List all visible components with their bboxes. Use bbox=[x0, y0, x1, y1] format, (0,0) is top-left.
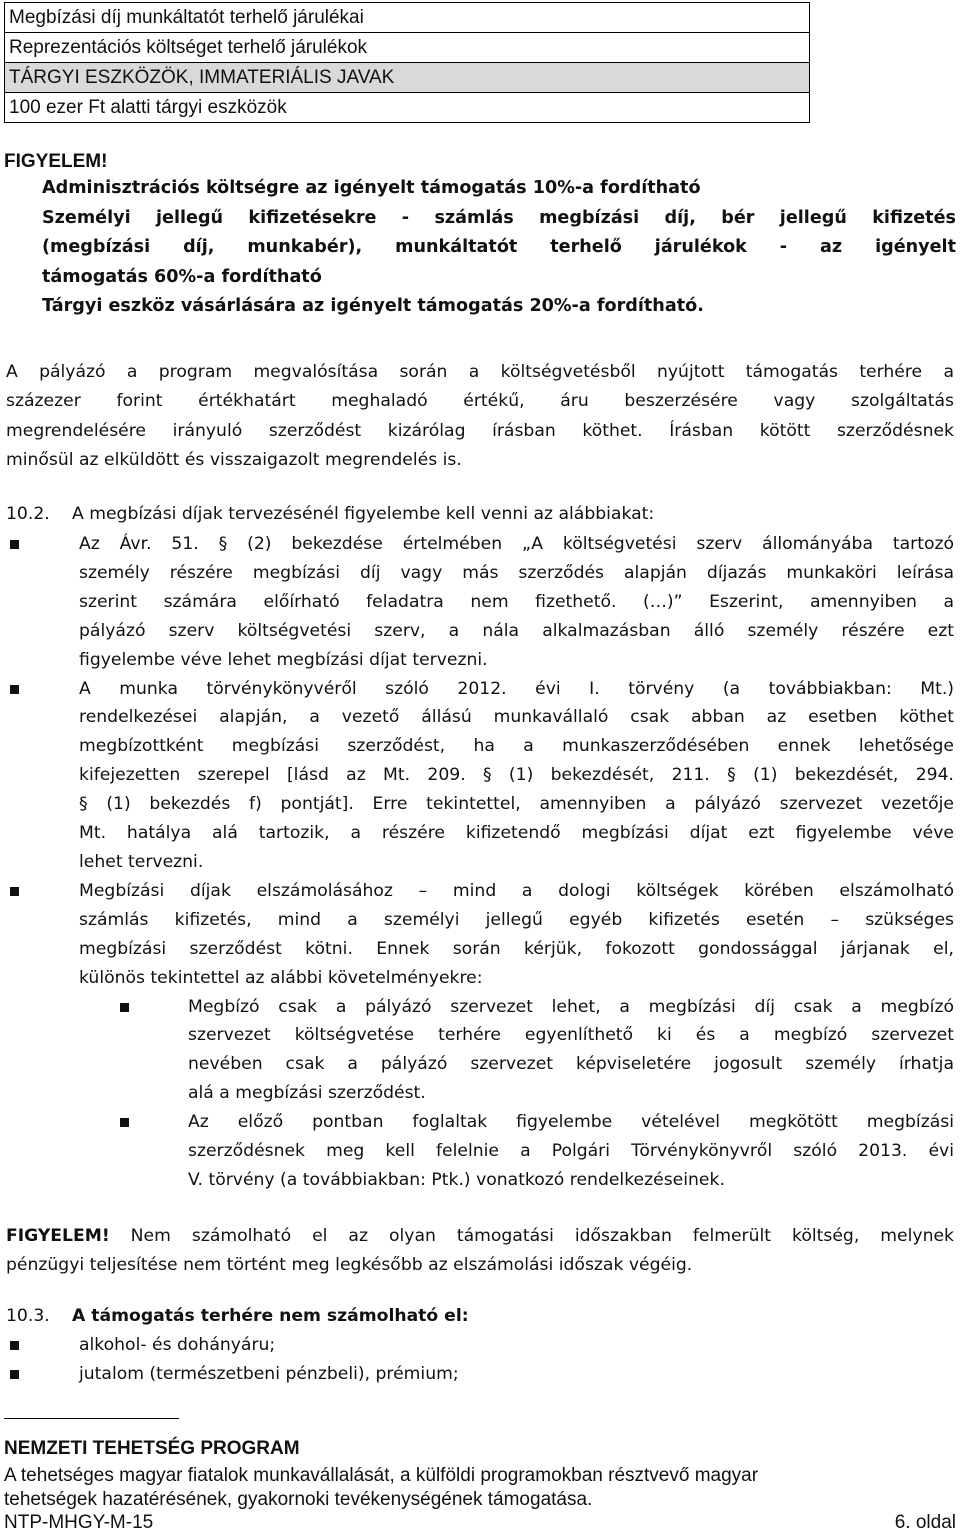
square-bullet-icon bbox=[10, 685, 19, 694]
table-cell: Megbízási díj munkáltatót terhelő járulékai bbox=[5, 3, 810, 33]
warning-label: FIGYELEM! bbox=[6, 1226, 110, 1246]
list-item: Megbízási díjak elszámolásához – mind a dologi költségek körében elszámolható számlás kifizetés, mind a személyi jellegű egyéb kifizetés esetén – szükséges megbízási szerződést kötni. Ennek során kérjük, fokozott gondossággal járjanak el, különös tekintettel az alábbi követelményekre: bbox=[6, 877, 954, 993]
table-row bbox=[5, 33, 810, 63]
square-bullet-icon bbox=[120, 1003, 129, 1012]
footer-description: A tehetséges magyar fiatalok munkavállalását, a külföldi programokban résztvevő magyar tehetségek hazatérésének, gyakornoki tevékenységének támogatása. bbox=[4, 1465, 759, 1510]
warning-line: Adminisztrációs költségre az igényelt támogatás 10%-a fordítható bbox=[42, 178, 701, 198]
paragraph-line: A pályázó a program megvalósítása során a költségvetésből nyújtott támogatás terhére a bbox=[6, 362, 954, 382]
warning-line: (megbízási díj, munkabér), munkáltatót terhelő járulékok - az igényelt bbox=[42, 237, 956, 257]
list-item: Az Ávr. 51. § (2) bekezdése értelmében „A költségvetési szerv állományába tartozó személy részére megbízási díj vagy más szerződés alapján díjazás munkaköri leírása szerint számára előírható feladatra nem fizethető. (…)” Eszerint, amennyiben a pályázó szerv költségvetési szerv, a nála alkalmazásban álló személy részére ezt figyelembe véve lehet megbízási díjat tervezni. bbox=[6, 530, 954, 675]
paragraph-line: megrendelésére irányuló szerződést kizárólag írásban köthet. Írásban kötött szerződésnek bbox=[6, 420, 954, 441]
footer-program-title: NEMZETI TEHETSÉG PROGRAM bbox=[4, 1438, 300, 1459]
table-cell: Reprezentációs költséget terhelő járulékok bbox=[5, 33, 810, 63]
table-cell: TÁRGYI ESZKÖZÖK, IMMATERIÁLIS JAVAK bbox=[5, 63, 810, 93]
footer-divider bbox=[4, 1418, 179, 1419]
warning-line: Tárgyi eszköz vásárlására az igényelt támogatás 20%-a fordítható. bbox=[42, 296, 704, 316]
table-row bbox=[5, 3, 810, 33]
section-number: 10.2. bbox=[6, 504, 50, 524]
footer-page-number: 6. oldal bbox=[894, 1512, 956, 1533]
list-item: alkohol- és dohányáru; bbox=[6, 1331, 954, 1360]
bullet-list-10-2 bbox=[6, 530, 954, 1195]
paragraph-line: FIGYELEM! Nem számolható el az olyan támogatási időszakban felmerült költség, melynek bbox=[6, 1226, 954, 1246]
sub-list-item: Az előző pontban foglaltak figyelembe vételével megkötött megbízási szerződésnek meg kell felelnie a Polgári Törvénykönyvről szóló 2013. évi V. törvény (a továbbiakban: Ptk.) vonatkozó rendelkezéseinek. bbox=[6, 1108, 954, 1195]
list-item: jutalom (természetbeni pénzbeli), prémium; bbox=[6, 1360, 954, 1389]
table-cell: 100 ezer Ft alatti tárgyi eszközök bbox=[5, 93, 810, 123]
square-bullet-icon bbox=[120, 1118, 129, 1127]
section-heading-10-2 bbox=[6, 500, 954, 529]
list-item: A munka törvénykönyvéről szóló 2012. évi I. törvény (a továbbiakban: Mt.) rendelkezései alapján, a vezető állású munkavállaló csak abban az esetben köthet megbízottként megbízási szerződést, ha a munkaszerződésében ennek lehetősége kifejezetten szerepel [lásd az Mt. 209. § (1) bekezdését, 211. § (1) bekezdését, 294. § (1) bekezdés f) pontját]. Erre tekintettel, amennyiben a pályázó szervezet vezetője Mt. hatálya alá tartozik, a részére kifizetendő megbízási díjat ezt figyelembe véve lehet tervezni. bbox=[6, 675, 954, 877]
section-title: A megbízási díjak tervezésénél figyelembe kell venni az alábbiakat: bbox=[72, 504, 655, 524]
paragraph-line: minősül az elküldött és visszaigazolt megrendelés is. bbox=[6, 449, 462, 470]
warning-block bbox=[4, 150, 956, 322]
warning-line: Személyi jellegű kifizetésekre - számlás megbízási díj, bér jellegű kifizetés bbox=[42, 207, 956, 228]
table-row-header bbox=[5, 63, 810, 93]
paragraph-line: százezer forint értékhatárt meghaladó értékű, áru beszerzésére vagy szolgáltatás bbox=[6, 391, 954, 412]
paragraph-written-contract bbox=[6, 358, 954, 475]
warning-line: támogatás 60%-a fordítható bbox=[42, 266, 322, 287]
cost-category-table bbox=[4, 2, 810, 123]
paragraph-warning bbox=[6, 1222, 954, 1281]
section-heading-10-3 bbox=[6, 1302, 954, 1331]
warning-lines bbox=[4, 174, 956, 322]
bullet-list-10-3 bbox=[6, 1331, 954, 1389]
section-number: 10.3. bbox=[6, 1306, 50, 1326]
warning-title: FIGYELEM! bbox=[4, 151, 108, 172]
square-bullet-icon bbox=[10, 540, 19, 549]
square-bullet-icon bbox=[10, 1370, 19, 1379]
sub-list-item: Megbízó csak a pályázó szervezet lehet, a megbízási díj csak a megbízó szervezet költségvetése terhére egyenlíthető ki és a megbízó szervezet nevében csak a pályázó szervezet képviseletére jogosult személy írhatja alá a megbízási szerződést. bbox=[6, 993, 954, 1109]
table-row bbox=[5, 93, 810, 123]
square-bullet-icon bbox=[10, 1341, 19, 1350]
footer-document-code: NTP-MHGY-M-15 bbox=[4, 1512, 154, 1533]
square-bullet-icon bbox=[10, 887, 19, 896]
section-title: A támogatás terhére nem számolható el: bbox=[72, 1306, 469, 1326]
paragraph-line: pénzügyi teljesítése nem történt meg legkésőbb az elszámolási időszak végéig. bbox=[6, 1255, 693, 1276]
